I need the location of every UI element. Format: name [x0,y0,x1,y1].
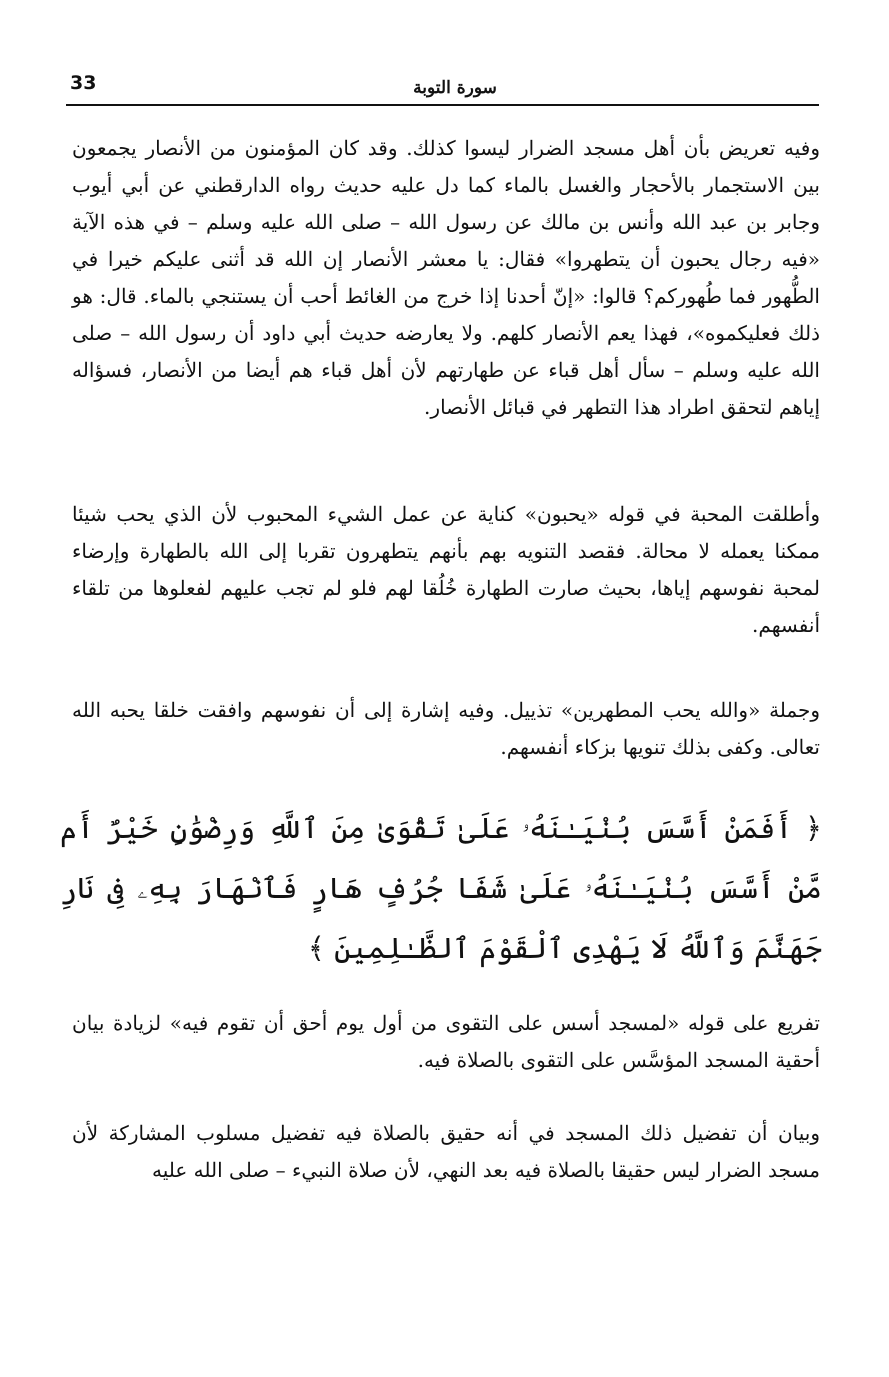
page-number: 33 [70,72,97,94]
quran-verse: ﴿ أَفَمَنْ أَسَّسَ بُنْيَـٰنَهُۥ عَلَىٰ تَقْوَىٰ مِنَ ٱللَّهِ وَرِضْوَٰنٍ خَيْرٌ أَم مَّنْ أَسَّسَ بُنْيَـٰنَهُۥ عَلَىٰ شَفَا جُرُفٍ هَارٍ فَٱنْهَارَ بِهِۦ فِى نَارِ جَهَنَّمَ وَٱللَّهُ لَا يَهْدِى ٱلْقَوْمَ ٱلظَّـٰلِمِينَ ﴾ [60,811,822,965]
paragraph-block [72,1115,820,1189]
paragraph: وبيان أن تفضيل ذلك المسجد في أنه حقيق بالصلاة فيه تفضيل مسلوب المشاركة لأن مسجد الضرار ليس حقيقا بالصلاة فيه بعد النهي، لأن صلاة النبيء – صلى الله عليه [72,1121,820,1182]
header-rule [66,104,819,106]
paragraph: وجملة «والله يحب المطهرين» تذييل. وفيه إشارة إلى أن نفوسهم وافقت خلقا يحبه الله تعالى. وكفى بذلك تنويها بزكاء أنفسهم. [72,698,820,759]
paragraph-block [72,1005,820,1079]
running-title: سورة التوبة [413,78,497,98]
paragraph-block [72,692,820,766]
paragraph-block [72,130,820,426]
paragraph: تفريع على قوله «لمسجد أسس على التقوى من أول يوم أحق أن تقوم فيه» لزيادة بيان أحقية المسجد المؤسَّس على التقوى بالصلاة فيه. [72,1011,820,1072]
paragraph: وأطلقت المحبة في قوله «يحبون» كناية عن عمل الشيء المحبوب لأن الذي يحب شيئا ممكنا يعمله لا محالة. فقصد التنويه بهم بأنهم يتطهرون تقربا إلى الله بالطهارة وإرضاء لمحبة نفوسهم إياها، بحيث صارت الطهارة خُلُقا لهم فلو لم تجب عليهم لفعلوها من تلقاء أنفسهم. [72,502,820,637]
paragraph-block [72,496,820,644]
paragraph: وفيه تعريض بأن أهل مسجد الضرار ليسوا كذلك. وقد كان المؤمنون من الأنصار يجمعون بين الاستجمار بالأحجار والغسل بالماء كما دل عليه حديث رواه الدارقطني عن أبي أيوب وجابر بن عبد الله وأنس بن مالك عن رسول الله – صلى الله عليه وسلم – في هذه الآية «فيه رجال يحبون أن يتطهروا» فقال: يا معشر الأنصار إن الله قد أثنى عليكم خيرا في الطُّهور فما طُهوركم؟ قالوا: «إنّ أحدنا إذا خرج من الغائط أحب أن يستنجي بالماء. قال: هو ذلك فعليكموه»، فهذا يعم الأنصار كلهم. ولا يعارضه حديث أبي داود أن رسول الله – صلى الله عليه وسلم – سأل أهل قباء عن طهارتهم لأن أهل قباء هم أيضا من الأنصار، فسؤاله إياهم لتحقق اطراد هذا التطهر في قبائل الأنصار. [72,136,820,419]
quran-verse-block [60,798,822,978]
